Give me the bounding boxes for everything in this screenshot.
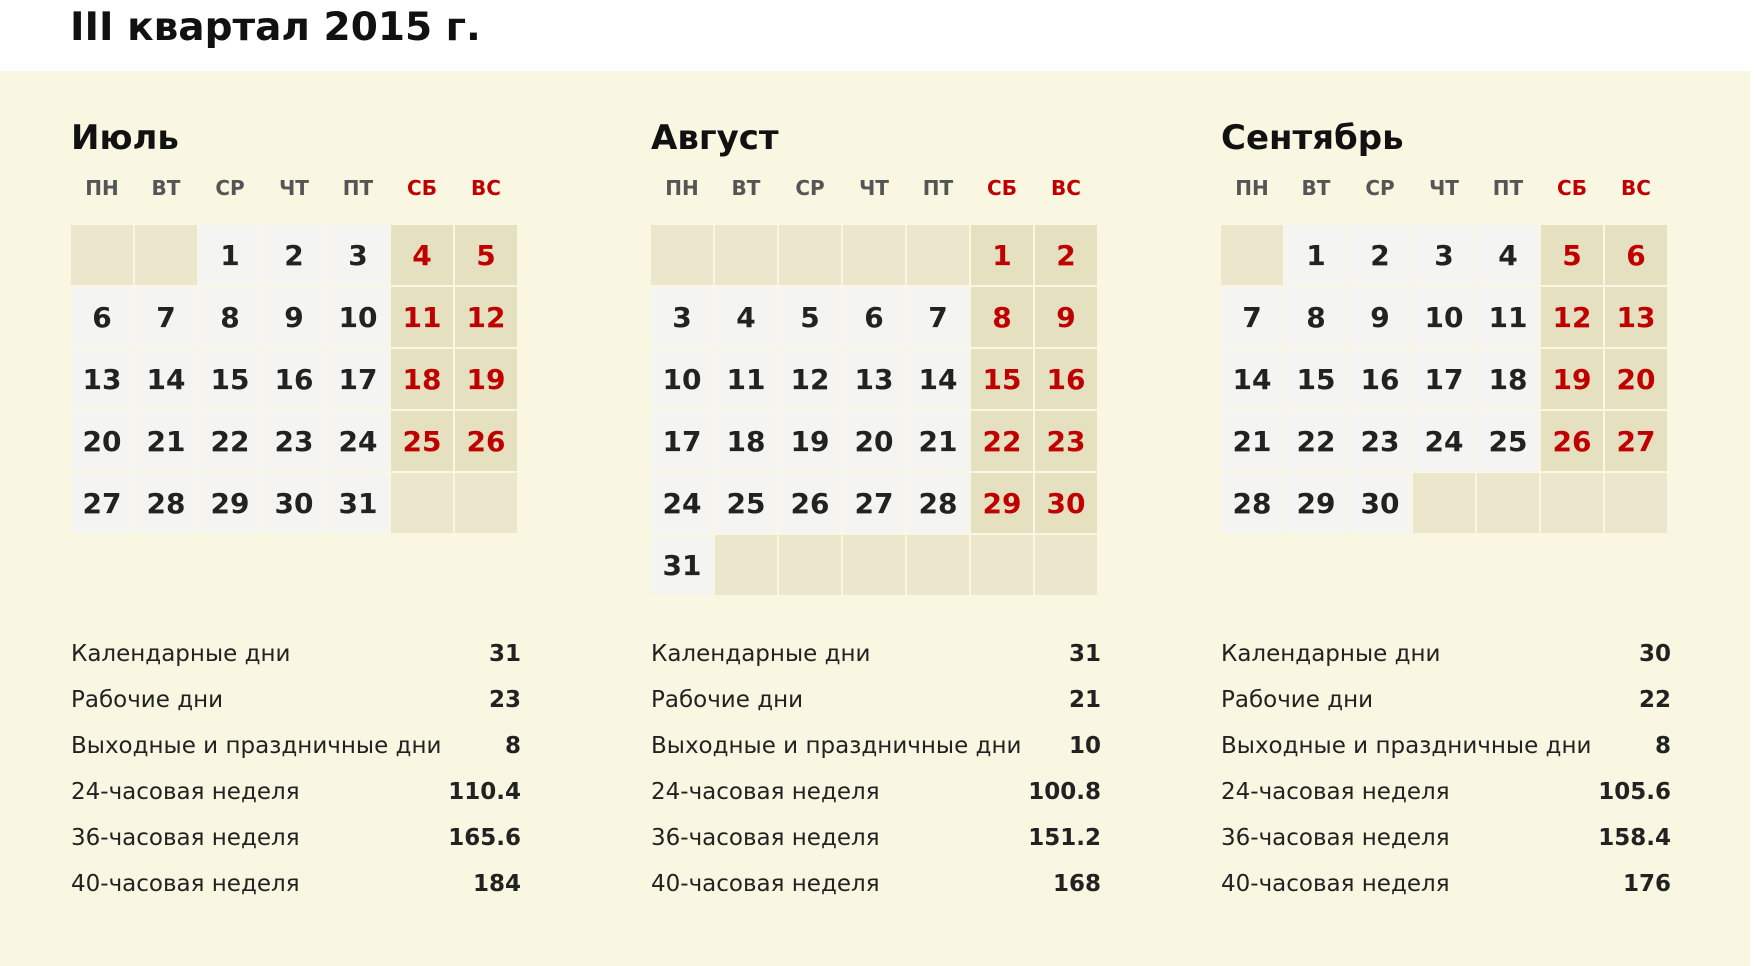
- empty-day-cell: [1477, 473, 1539, 533]
- stat-label: Календарные дни: [71, 641, 291, 667]
- stat-value: 10: [1068, 733, 1101, 759]
- weekday-label-wed: СР: [215, 176, 245, 200]
- stat-value: 31: [1068, 641, 1101, 667]
- weekday-label-wed: СР: [795, 176, 825, 200]
- day-cell: 28: [1221, 473, 1283, 533]
- day-cell: 27: [843, 473, 905, 533]
- stat-value: 176: [1622, 871, 1671, 897]
- stat-value: 21: [1068, 687, 1101, 713]
- day-cell: 17: [327, 349, 389, 409]
- stat-label: Календарные дни: [651, 641, 871, 667]
- weekend-day-cell: 19: [1541, 349, 1603, 409]
- empty-day-cell: [135, 225, 197, 285]
- empty-day-cell: [651, 225, 713, 285]
- weekday-label-tue: ВТ: [151, 176, 181, 200]
- weekend-day-cell: 2: [1035, 225, 1097, 285]
- weekend-day-cell: 19: [455, 349, 517, 409]
- empty-day-cell: [843, 535, 905, 595]
- weekend-day-cell: 5: [455, 225, 517, 285]
- weekend-day-cell: 12: [455, 287, 517, 347]
- stat-row-40h-week: [1221, 861, 1671, 907]
- weekday-label-sat: СБ: [987, 176, 1017, 200]
- day-cell: 23: [263, 411, 325, 471]
- stat-row-working-days: [651, 677, 1101, 723]
- weekend-day-cell: 20: [1605, 349, 1667, 409]
- stat-value: 110.4: [448, 779, 521, 805]
- day-cell: 24: [1413, 411, 1475, 471]
- stat-label: Рабочие дни: [651, 687, 804, 713]
- day-cell: 11: [715, 349, 777, 409]
- weekend-day-cell: 26: [455, 411, 517, 471]
- day-cell: 22: [1285, 411, 1347, 471]
- weekend-day-cell: 8: [971, 287, 1033, 347]
- day-cell: 14: [135, 349, 197, 409]
- day-cell: 8: [199, 287, 261, 347]
- day-cell: 8: [1285, 287, 1347, 347]
- stat-value: 184: [472, 871, 521, 897]
- stat-row-working-days: [1221, 677, 1671, 723]
- weekend-day-cell: 18: [391, 349, 453, 409]
- day-cell: 4: [1477, 225, 1539, 285]
- month-stats: [1221, 631, 1671, 907]
- weekend-day-cell: 13: [1605, 287, 1667, 347]
- stat-row-36h-week: [651, 815, 1101, 861]
- weekday-label-mon: ПН: [665, 176, 699, 200]
- day-cell: 9: [1349, 287, 1411, 347]
- empty-day-cell: [843, 225, 905, 285]
- weekend-day-cell: 9: [1035, 287, 1097, 347]
- stat-row-calendar-days: [71, 631, 521, 677]
- stat-label: 36-часовая неделя: [1221, 825, 1450, 851]
- empty-day-cell: [715, 535, 777, 595]
- stat-row-40h-week: [651, 861, 1101, 907]
- day-cell: 20: [71, 411, 133, 471]
- weekday-label-fri: ПТ: [922, 176, 954, 200]
- stat-value: 100.8: [1028, 779, 1101, 805]
- stat-value: 31: [488, 641, 521, 667]
- weekday-label-thu: ЧТ: [859, 176, 889, 200]
- day-cell: 29: [199, 473, 261, 533]
- empty-day-cell: [779, 225, 841, 285]
- day-cell: 17: [651, 411, 713, 471]
- day-cell: 7: [1221, 287, 1283, 347]
- day-cell: 28: [907, 473, 969, 533]
- day-cell: 6: [843, 287, 905, 347]
- weekend-day-cell: 29: [971, 473, 1033, 533]
- empty-day-cell: [455, 473, 517, 533]
- empty-day-cell: [1221, 225, 1283, 285]
- stat-label: 24-часовая неделя: [1221, 779, 1450, 805]
- day-cell: 1: [1285, 225, 1347, 285]
- day-cell: 21: [1221, 411, 1283, 471]
- stat-label: 40-часовая неделя: [651, 871, 880, 897]
- month-name: Август: [651, 118, 779, 158]
- empty-day-cell: [971, 535, 1033, 595]
- stat-value: 22: [1638, 687, 1671, 713]
- day-cell: 12: [779, 349, 841, 409]
- day-cell: 7: [907, 287, 969, 347]
- day-cell: 24: [651, 473, 713, 533]
- stat-label: 40-часовая неделя: [1221, 871, 1450, 897]
- day-cell: 6: [71, 287, 133, 347]
- stat-label: 36-часовая неделя: [651, 825, 880, 851]
- day-cell: 4: [715, 287, 777, 347]
- stat-label: Рабочие дни: [71, 687, 224, 713]
- stat-value: 151.2: [1028, 825, 1101, 851]
- weekday-label-tue: ВТ: [731, 176, 761, 200]
- day-cell: 7: [135, 287, 197, 347]
- day-cell: 13: [843, 349, 905, 409]
- empty-day-cell: [1413, 473, 1475, 533]
- stat-value: 8: [504, 733, 521, 759]
- day-cell: 10: [651, 349, 713, 409]
- month-name: Июль: [71, 118, 179, 158]
- stat-label: Выходные и праздничные дни: [651, 733, 1022, 759]
- day-cell: 21: [135, 411, 197, 471]
- stat-row-calendar-days: [1221, 631, 1671, 677]
- day-grid: [1221, 225, 1667, 533]
- weekend-day-cell: 15: [971, 349, 1033, 409]
- stat-value: 165.6: [448, 825, 521, 851]
- day-cell: 14: [907, 349, 969, 409]
- stat-value: 8: [1654, 733, 1671, 759]
- stat-label: 40-часовая неделя: [71, 871, 300, 897]
- stat-row-calendar-days: [651, 631, 1101, 677]
- weekday-label-sun: ВС: [1621, 176, 1651, 200]
- stat-value: 158.4: [1598, 825, 1671, 851]
- day-cell: 9: [263, 287, 325, 347]
- weekend-day-cell: 22: [971, 411, 1033, 471]
- day-cell: 16: [263, 349, 325, 409]
- weekday-label-fri: ПТ: [1492, 176, 1524, 200]
- weekday-header: [1221, 175, 1667, 201]
- stat-label: 24-часовая неделя: [651, 779, 880, 805]
- empty-day-cell: [715, 225, 777, 285]
- stat-row-working-days: [71, 677, 521, 723]
- stat-value: 23: [488, 687, 521, 713]
- page-title: III квартал 2015 г.: [70, 5, 481, 50]
- empty-day-cell: [907, 535, 969, 595]
- empty-day-cell: [1541, 473, 1603, 533]
- day-cell: 11: [1477, 287, 1539, 347]
- stat-row-24h-week: [1221, 769, 1671, 815]
- weekend-day-cell: 6: [1605, 225, 1667, 285]
- weekend-day-cell: 30: [1035, 473, 1097, 533]
- day-cell: 22: [199, 411, 261, 471]
- empty-day-cell: [779, 535, 841, 595]
- weekend-day-cell: 25: [391, 411, 453, 471]
- day-cell: 18: [1477, 349, 1539, 409]
- day-cell: 3: [651, 287, 713, 347]
- day-cell: 18: [715, 411, 777, 471]
- weekday-label-sat: СБ: [1557, 176, 1587, 200]
- day-cell: 19: [779, 411, 841, 471]
- day-cell: 2: [1349, 225, 1411, 285]
- weekend-day-cell: 16: [1035, 349, 1097, 409]
- stat-label: Календарные дни: [1221, 641, 1441, 667]
- day-cell: 20: [843, 411, 905, 471]
- stat-row-holidays: [651, 723, 1101, 769]
- quarter-calendar-panel: [0, 71, 1750, 966]
- day-cell: 10: [327, 287, 389, 347]
- day-cell: 21: [907, 411, 969, 471]
- stat-label: Выходные и праздничные дни: [71, 733, 442, 759]
- day-cell: 30: [1349, 473, 1411, 533]
- stat-row-holidays: [1221, 723, 1671, 769]
- weekend-day-cell: 4: [391, 225, 453, 285]
- empty-day-cell: [1035, 535, 1097, 595]
- weekend-day-cell: 1: [971, 225, 1033, 285]
- day-cell: 14: [1221, 349, 1283, 409]
- weekend-day-cell: 11: [391, 287, 453, 347]
- stat-label: Рабочие дни: [1221, 687, 1374, 713]
- day-cell: 15: [1285, 349, 1347, 409]
- day-cell: 30: [263, 473, 325, 533]
- weekend-day-cell: 5: [1541, 225, 1603, 285]
- stat-label: 36-часовая неделя: [71, 825, 300, 851]
- day-grid: [71, 225, 517, 533]
- weekday-label-thu: ЧТ: [279, 176, 309, 200]
- day-cell: 24: [327, 411, 389, 471]
- day-cell: 3: [1413, 225, 1475, 285]
- day-cell: 17: [1413, 349, 1475, 409]
- stat-row-24h-week: [71, 769, 521, 815]
- stat-row-36h-week: [1221, 815, 1671, 861]
- day-cell: 28: [135, 473, 197, 533]
- day-cell: 27: [71, 473, 133, 533]
- empty-day-cell: [391, 473, 453, 533]
- day-cell: 2: [263, 225, 325, 285]
- day-cell: 25: [1477, 411, 1539, 471]
- month-stats: [71, 631, 521, 907]
- empty-day-cell: [71, 225, 133, 285]
- stat-row-40h-week: [71, 861, 521, 907]
- day-cell: 1: [199, 225, 261, 285]
- day-grid: [651, 225, 1097, 595]
- day-cell: 15: [199, 349, 261, 409]
- weekday-header: [71, 175, 517, 201]
- month-stats: [651, 631, 1101, 907]
- empty-day-cell: [907, 225, 969, 285]
- weekend-day-cell: 27: [1605, 411, 1667, 471]
- weekday-label-fri: ПТ: [342, 176, 374, 200]
- stat-label: 24-часовая неделя: [71, 779, 300, 805]
- day-cell: 29: [1285, 473, 1347, 533]
- weekend-day-cell: 26: [1541, 411, 1603, 471]
- day-cell: 25: [715, 473, 777, 533]
- day-cell: 3: [327, 225, 389, 285]
- weekend-day-cell: 12: [1541, 287, 1603, 347]
- day-cell: 23: [1349, 411, 1411, 471]
- day-cell: 5: [779, 287, 841, 347]
- weekday-label-tue: ВТ: [1301, 176, 1331, 200]
- weekday-header: [651, 175, 1097, 201]
- stat-value: 168: [1052, 871, 1101, 897]
- weekday-label-mon: ПН: [85, 176, 119, 200]
- empty-day-cell: [1605, 473, 1667, 533]
- stat-value: 30: [1638, 641, 1671, 667]
- stat-row-36h-week: [71, 815, 521, 861]
- day-cell: 16: [1349, 349, 1411, 409]
- day-cell: 13: [71, 349, 133, 409]
- stat-label: Выходные и праздничные дни: [1221, 733, 1592, 759]
- weekday-label-sun: ВС: [1051, 176, 1081, 200]
- day-cell: 10: [1413, 287, 1475, 347]
- weekday-label-mon: ПН: [1235, 176, 1269, 200]
- weekend-day-cell: 23: [1035, 411, 1097, 471]
- month-name: Сентябрь: [1221, 118, 1404, 158]
- stat-row-24h-week: [651, 769, 1101, 815]
- weekday-label-sun: ВС: [471, 176, 501, 200]
- day-cell: 26: [779, 473, 841, 533]
- weekday-label-sat: СБ: [407, 176, 437, 200]
- weekday-label-thu: ЧТ: [1429, 176, 1459, 200]
- weekday-label-wed: СР: [1365, 176, 1395, 200]
- day-cell: 31: [651, 535, 713, 595]
- stat-value: 105.6: [1598, 779, 1671, 805]
- stat-row-holidays: [71, 723, 521, 769]
- day-cell: 31: [327, 473, 389, 533]
